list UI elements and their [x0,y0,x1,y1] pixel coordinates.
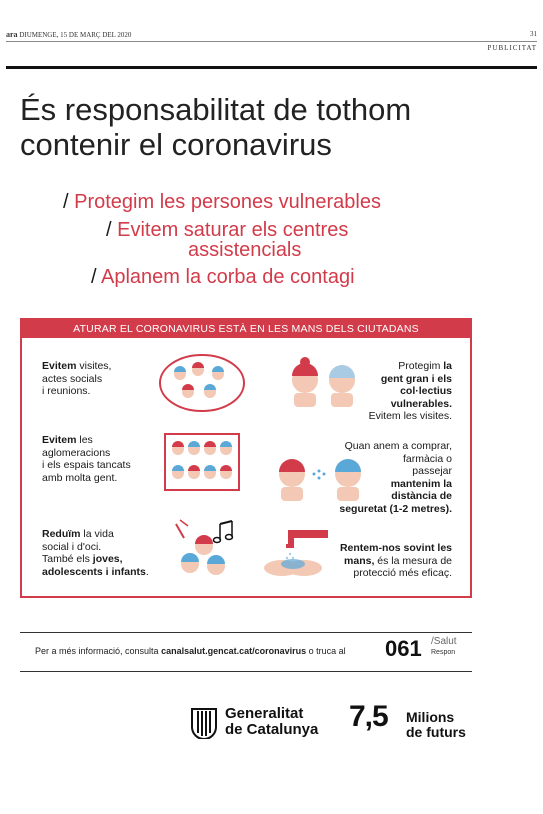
info-top-rule [20,632,472,633]
visits-t3: i reunions. [42,385,91,397]
milions-line-1: Milions [406,709,455,725]
milions-futurs-text [406,710,466,740]
party-illustration [170,516,242,584]
visits-t1: visites, [76,360,112,372]
page-date: DIUMENGE, 15 DE MARÇ DEL 2020 [19,31,132,39]
box-title: ATURAR EL CORONAVIRUS ESTÀ EN LES MANS DELS CIUTADANS [22,320,470,338]
distance-b2: distància de [391,490,452,502]
distance-t2: farmàcia o [402,452,452,465]
distance-t3: passejar [412,465,452,477]
crowds-text [42,434,131,484]
social-b2: joves, [92,553,123,565]
elderly-illustration [280,348,370,410]
elderly-t1: Protegim [398,360,444,372]
header-rule [6,41,537,42]
top-thick-rule [6,66,537,69]
social-b3: adolescents i infants [42,565,146,578]
hands-t1: és la mesura de [374,554,452,567]
social-t4: . [145,565,149,578]
generalitat-line-1: Generalitat [225,705,304,722]
distance-t1: Quan anem a comprar, [344,440,452,452]
info-pre: Per a més informació, consulta [35,646,162,656]
page-number: 31 [530,30,537,38]
info-bottom-rule [20,671,472,672]
visits-text [42,360,111,398]
phone-number[interactable]: 061 [385,636,422,661]
crowds-t3: i els espais tancats [42,459,131,471]
crowds-bold: Evitem [42,434,77,446]
prevention-box [20,318,472,598]
slogan-3 [91,266,355,289]
people-group-icon [174,362,224,398]
slogan-slash: / [106,219,112,241]
milions-line-2: de futurs [406,724,466,740]
page-header [6,30,537,40]
social-text [42,528,149,578]
elderly-b2: gent gran i els [380,372,452,385]
slogan-text: Aplanem la corba de contagi [101,266,355,288]
elderly-b3: col·lectius [400,385,452,397]
handwash-illustration [260,522,338,580]
handwash-icon [264,530,328,576]
seven-five-logo: 7,5 [349,700,388,733]
info-post: o truca al [306,646,346,656]
slogan-1 [63,191,381,214]
visits-bold: Evitem [42,360,77,372]
generalitat-logo-text [225,706,318,738]
crowd-illustration [164,433,240,491]
generalitat-shield-icon [190,707,218,739]
elderly-people-icon [292,357,355,407]
section-label: PUBLICITAT [487,44,537,52]
slogan-text: Protegim les persones vulnerables [74,191,381,213]
distance-b1: mantenim la [390,477,452,490]
distance-text [339,440,452,515]
salut-label: /Salut [431,636,457,647]
slogan-2-cont: assistencials [188,239,302,261]
slogan-text: Evitem saturar els centres [117,219,349,241]
paper-name: ara [6,30,18,39]
party-icon [176,520,233,575]
elderly-b1: la [443,360,452,372]
crowds-t2: aglomeracions [42,446,111,459]
distance-b3: seguretat (1-2 metres). [339,502,452,515]
social-t3: També els [42,553,93,565]
hands-text [340,542,452,580]
info-link[interactable]: canalsalut.gencat.cat/coronavirus [161,646,307,656]
hands-t2: protecció més eficaç. [353,567,452,579]
hands-b2: mans, [344,554,375,567]
headline-line-2: contenir el coronavirus [20,127,332,162]
info-line [35,646,346,656]
headline [20,92,490,162]
elderly-t2: Evitem les visites. [368,410,452,422]
salut-respon [431,637,457,658]
crowd-icon [172,441,232,479]
social-bold: Reduïm [42,528,81,540]
headline-line-1: És responsabilitat de tothom [20,92,412,127]
slogan-slash: / [63,191,69,213]
respon-label: Respon [431,649,456,656]
header-left [6,30,131,39]
elderly-text [369,360,452,423]
crowds-t4: amb molta gent. [42,471,118,484]
hands-b1: Rentem-nos sovint les [339,542,452,554]
crowds-t1: les [76,434,93,446]
social-t1: la vida [80,528,114,540]
slogan-slash: / [91,266,97,288]
visits-t2: actes socials [42,372,103,385]
generalitat-line-2: de Catalunya [225,721,319,738]
gathering-illustration [158,352,246,414]
social-t2: social i d'oci. [42,540,102,553]
elderly-b4: vulnerables. [390,397,452,410]
